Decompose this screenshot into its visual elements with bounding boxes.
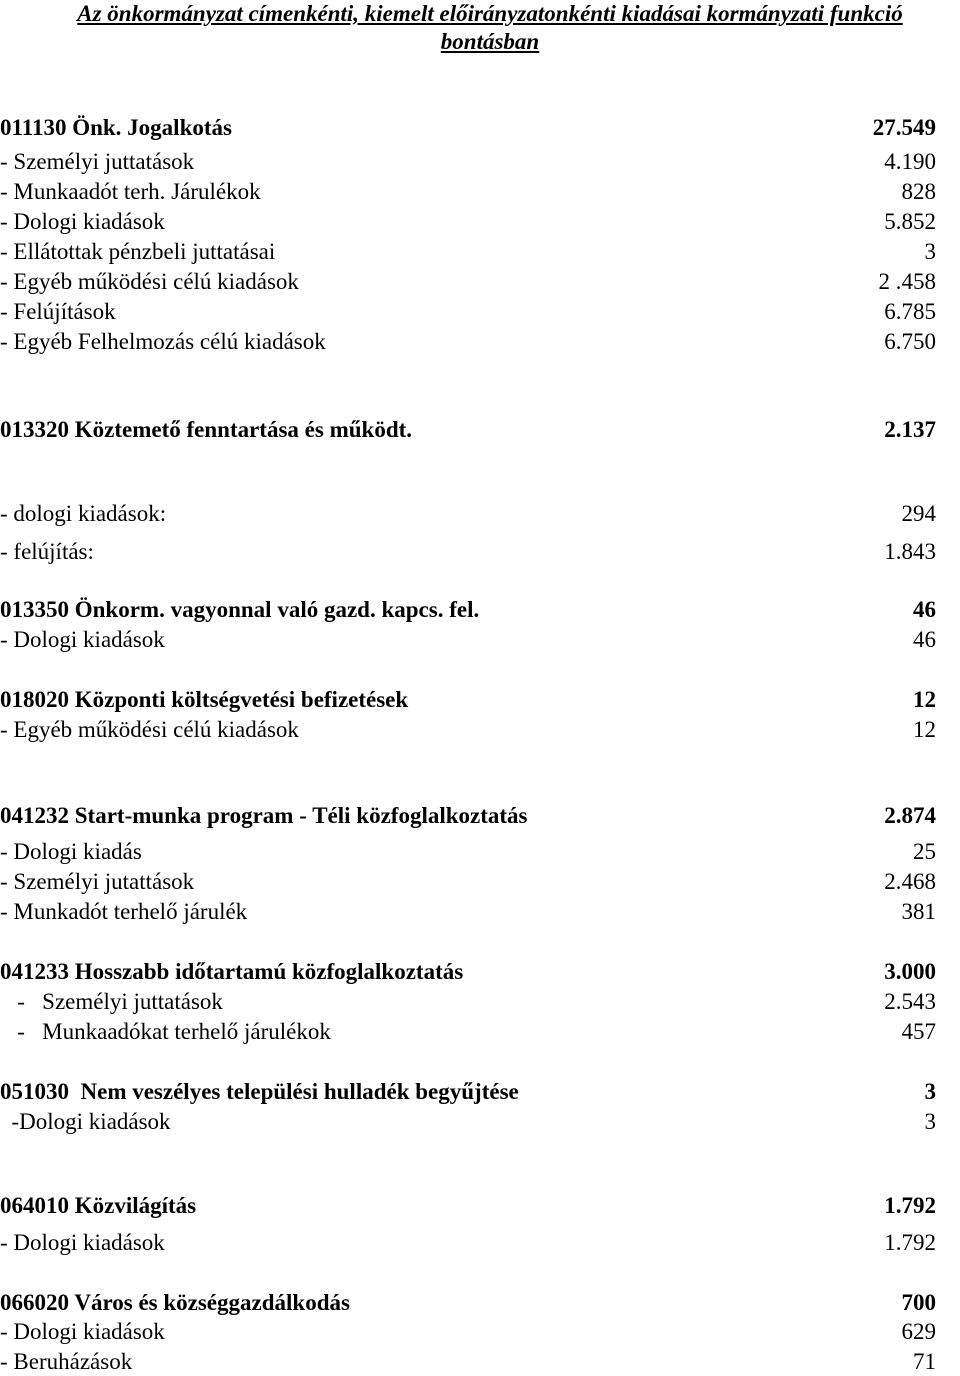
line-item — [0, 1018, 936, 1046]
line-item-label: - Munkaadót terh. Járulékok — [0, 179, 261, 204]
line-item-label: - Dologi kiadások — [0, 1230, 165, 1255]
section-header-label: 011130 Önk. Jogalkotás — [0, 115, 232, 140]
section-header-value: 700 — [901, 1290, 936, 1315]
line-item — [0, 238, 936, 266]
line-item — [0, 1348, 936, 1376]
line-item — [0, 716, 936, 744]
line-item-label: - Beruházások — [0, 1349, 133, 1374]
line-item — [0, 538, 936, 566]
line-item-label: - Ellátottak pénzbeli juttatásai — [0, 239, 276, 264]
line-item-label: - felújítás: — [0, 539, 94, 564]
line-item — [0, 328, 936, 356]
section-header-value: 46 — [913, 597, 936, 622]
line-item-value: 46 — [913, 627, 936, 652]
section-header-value: 1.792 — [884, 1193, 936, 1218]
section-header-label: 018020 Központi költségvetési befizetések — [0, 687, 409, 712]
section-header — [0, 1078, 936, 1106]
line-item-value: 6.750 — [884, 329, 936, 354]
section-header — [0, 1289, 936, 1317]
line-item — [0, 1108, 936, 1136]
line-item — [0, 988, 936, 1016]
section-header — [0, 802, 936, 830]
line-item-label: - Munkadót terhelő járulék — [0, 899, 248, 924]
section-header-label: 051030 Nem veszélyes települési hulladék begyűjtése — [0, 1079, 519, 1104]
line-item-label: - Felújítások — [0, 299, 116, 324]
line-item — [0, 500, 936, 528]
line-item-value: 294 — [901, 501, 936, 526]
section-header-label: 064010 Közvilágítás — [0, 1193, 197, 1218]
line-item-label: - Dologi kiadások — [0, 1319, 165, 1344]
section-header — [0, 114, 936, 142]
line-item — [0, 208, 936, 236]
line-item-value: 4.190 — [884, 149, 936, 174]
line-item-label: - Személyi juttatások — [0, 989, 223, 1014]
section-header — [0, 958, 936, 986]
line-item-value: 828 — [901, 179, 936, 204]
line-item-value: 71 — [913, 1349, 936, 1374]
line-item-value: 5.852 — [884, 209, 936, 234]
section-header-label: 066020 Város és községgazdálkodás — [0, 1290, 350, 1315]
line-item-value: 25 — [913, 839, 936, 864]
section-header-value: 2.874 — [884, 803, 936, 828]
line-item — [0, 298, 936, 326]
line-item-label: -Dologi kiadások — [0, 1109, 171, 1134]
section-header — [0, 596, 936, 624]
section-header-label: 013320 Köztemető fenntartása és működt. — [0, 417, 413, 442]
line-item — [0, 868, 936, 896]
section-header-value: 27.549 — [872, 115, 936, 140]
line-item-label: - Személyi juttatások — [0, 149, 195, 174]
line-item — [0, 626, 936, 654]
line-item-value: 1.843 — [884, 539, 936, 564]
document-title-line1: Az önkormányzat címenkénti, kiemelt előirányzatonkénti kiadásai kormányzati funkció — [77, 1, 903, 26]
line-item-label: - Egyéb működési célú kiadások — [0, 269, 299, 294]
document-title-line2: bontásban — [440, 29, 540, 54]
line-item-label: - Munkaadókat terhelő járulékok — [0, 1019, 331, 1044]
line-item-label: - Dologi kiadások — [0, 209, 165, 234]
section-header-value: 2.137 — [884, 417, 936, 442]
section-header-value: 12 — [913, 687, 936, 712]
document-title — [0, 0, 960, 56]
line-item-value: 457 — [901, 1019, 936, 1044]
line-item-label: - dologi kiadások: — [0, 501, 167, 526]
line-item-label: - Személyi jutattások — [0, 869, 195, 894]
line-item-value: 629 — [901, 1319, 936, 1344]
line-item-value: 6.785 — [884, 299, 936, 324]
section-header-label: 041232 Start-munka program - Téli közfoglalkoztatás — [0, 803, 528, 828]
section-header-value: 3 — [924, 1079, 936, 1104]
line-item-label: - Egyéb működési célú kiadások — [0, 717, 299, 742]
line-item-value: 3 — [924, 1109, 936, 1134]
line-item-value: 12 — [913, 717, 936, 742]
section-header — [0, 416, 936, 444]
line-item — [0, 838, 936, 866]
section-header-label: 041233 Hosszabb időtartamú közfoglalkoztatás — [0, 959, 464, 984]
section-header-value: 3.000 — [884, 959, 936, 984]
line-item — [0, 148, 936, 176]
line-item — [0, 1229, 936, 1257]
line-item-label: - Dologi kiadás — [0, 839, 142, 864]
line-item-value: 2.468 — [884, 869, 936, 894]
line-item-value: 1.792 — [884, 1230, 936, 1255]
line-item-value: 2.543 — [884, 989, 936, 1014]
line-item — [0, 898, 936, 926]
line-item — [0, 1318, 936, 1346]
line-item — [0, 268, 936, 296]
section-header-label: 013350 Önkorm. vagyonnal való gazd. kapcs. fel. — [0, 597, 480, 622]
line-item-value: 2 .458 — [878, 269, 936, 294]
line-item-label: - Egyéb Felhelmozás célú kiadások — [0, 329, 326, 354]
line-item-value: 3 — [924, 239, 936, 264]
line-item — [0, 178, 936, 206]
section-header — [0, 1192, 936, 1220]
line-item-label: - Dologi kiadások — [0, 627, 165, 652]
section-header — [0, 686, 936, 714]
line-item-value: 381 — [901, 899, 936, 924]
